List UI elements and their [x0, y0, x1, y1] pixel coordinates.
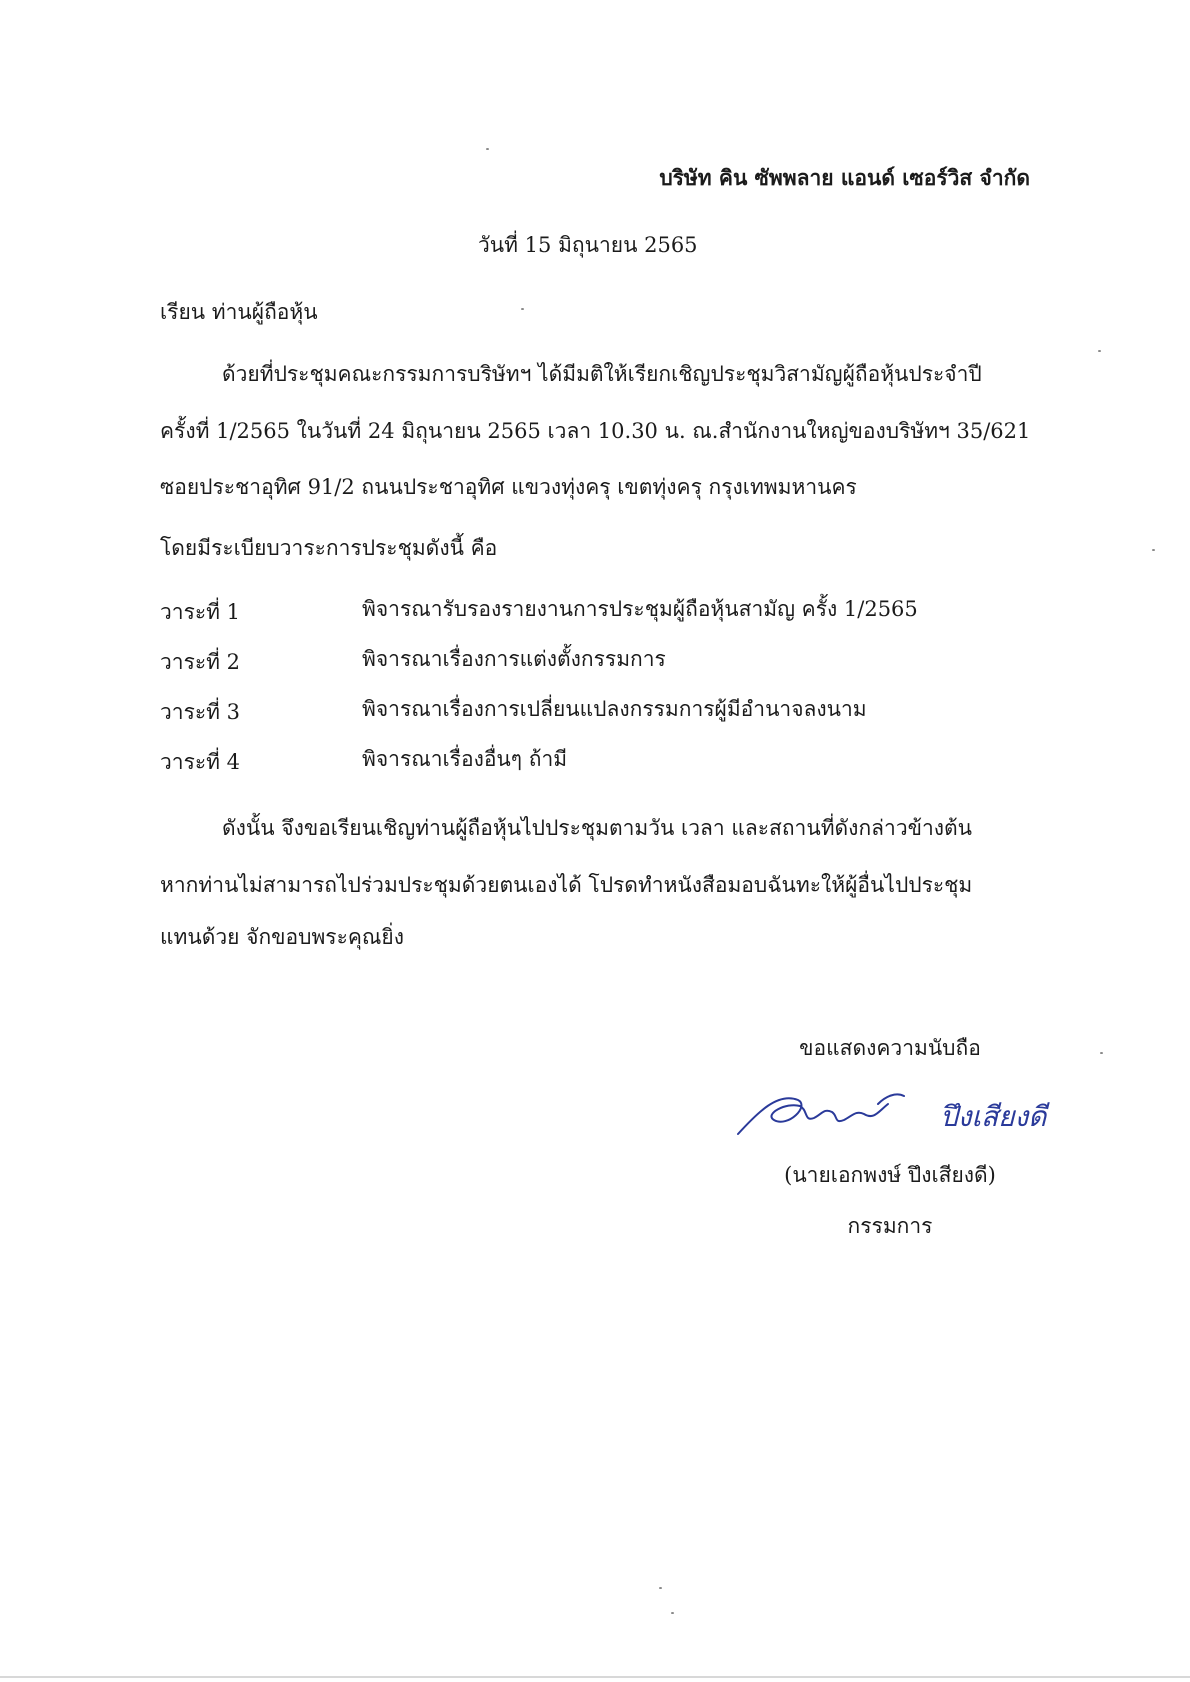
closing-line-3: แทนด้วย จักขอบพระคุณยิ่ง [160, 925, 404, 949]
letter-date: วันที่ 15 มิถุนายน 2565 [478, 233, 698, 257]
paper-speck [671, 1612, 674, 1614]
intro-line-2: ครั้งที่ 1/2565 ในวันที่ 24 มิถุนายน 2565 เวลา 10.30 น. ณ.สำนักงานใหญ่ของบริษัทฯ 35/621 [160, 419, 1031, 443]
salutation: เรียน ท่านผู้ถือหุ้น [160, 300, 318, 324]
closing-line-1: ดังนั้น จึงขอเรียนเชิญท่านผู้ถือหุ้นไปประชุมตามวัน เวลา และสถานที่ดังกล่าวข้างต้น [222, 816, 973, 840]
paper-speck [1152, 549, 1155, 551]
intro-line-3: ซอยประชาอุทิศ 91/2 ถนนประชาอุทิศ แขวงทุ่งครุ เขตทุ่งครุ กรุงเทพมหานคร [160, 475, 857, 499]
signer-title: กรรมการ [847, 1214, 933, 1238]
agenda-number: วาระที่ 3 [160, 700, 241, 724]
closing-line-2: หากท่านไม่สามารถไปร่วมประชุมด้วยตนเองได้ โปรดทำหนังสือมอบฉันทะให้ผู้อื่นไปประชุม [160, 873, 973, 897]
agenda-item-text: พิจารณาเรื่องการเปลี่ยนแปลงกรรมการผู้มีอำนาจลงนาม [362, 697, 867, 721]
agenda-number: วาระที่ 1 [160, 600, 241, 624]
agenda-item-text: พิจารณาเรื่องอื่นๆ ถ้ามี [362, 747, 568, 771]
company-name: บริษัท คิน ซัพพลาย แอนด์ เซอร์วิส จำกัด [659, 165, 1030, 190]
agenda-intro: โดยมีระเบียบวาระการประชุมดังนี้ คือ [160, 536, 498, 560]
paper-speck [659, 1587, 662, 1589]
agenda-item-text: พิจารณารับรองรายงานการประชุมผู้ถือหุ้นสามัญ ครั้ง 1/2565 [362, 597, 918, 621]
agenda-number: วาระที่ 4 [160, 750, 241, 774]
paper-speck [521, 308, 524, 310]
agenda-item-text: พิจารณาเรื่องการแต่งตั้งกรรมการ [362, 647, 666, 671]
paper-speck [1100, 1052, 1103, 1054]
signature-text: ปึงเสียงดี [940, 1100, 1047, 1133]
regards: ขอแสดงความนับถือ [799, 1036, 981, 1060]
paper-speck [1098, 350, 1101, 352]
intro-line-1: ด้วยที่ประชุมคณะกรรมการบริษัทฯ ได้มีมติให้เรียกเชิญประชุมวิสามัญผู้ถือหุ้นประจำปี [222, 362, 982, 386]
scan-edge [0, 1676, 1190, 1678]
signature-icon [728, 1082, 1088, 1142]
paper-speck [486, 148, 489, 150]
signer-name: (นายเอกพงษ์ ปึงเสียงดี) [784, 1163, 996, 1187]
agenda-number: วาระที่ 2 [160, 650, 241, 674]
